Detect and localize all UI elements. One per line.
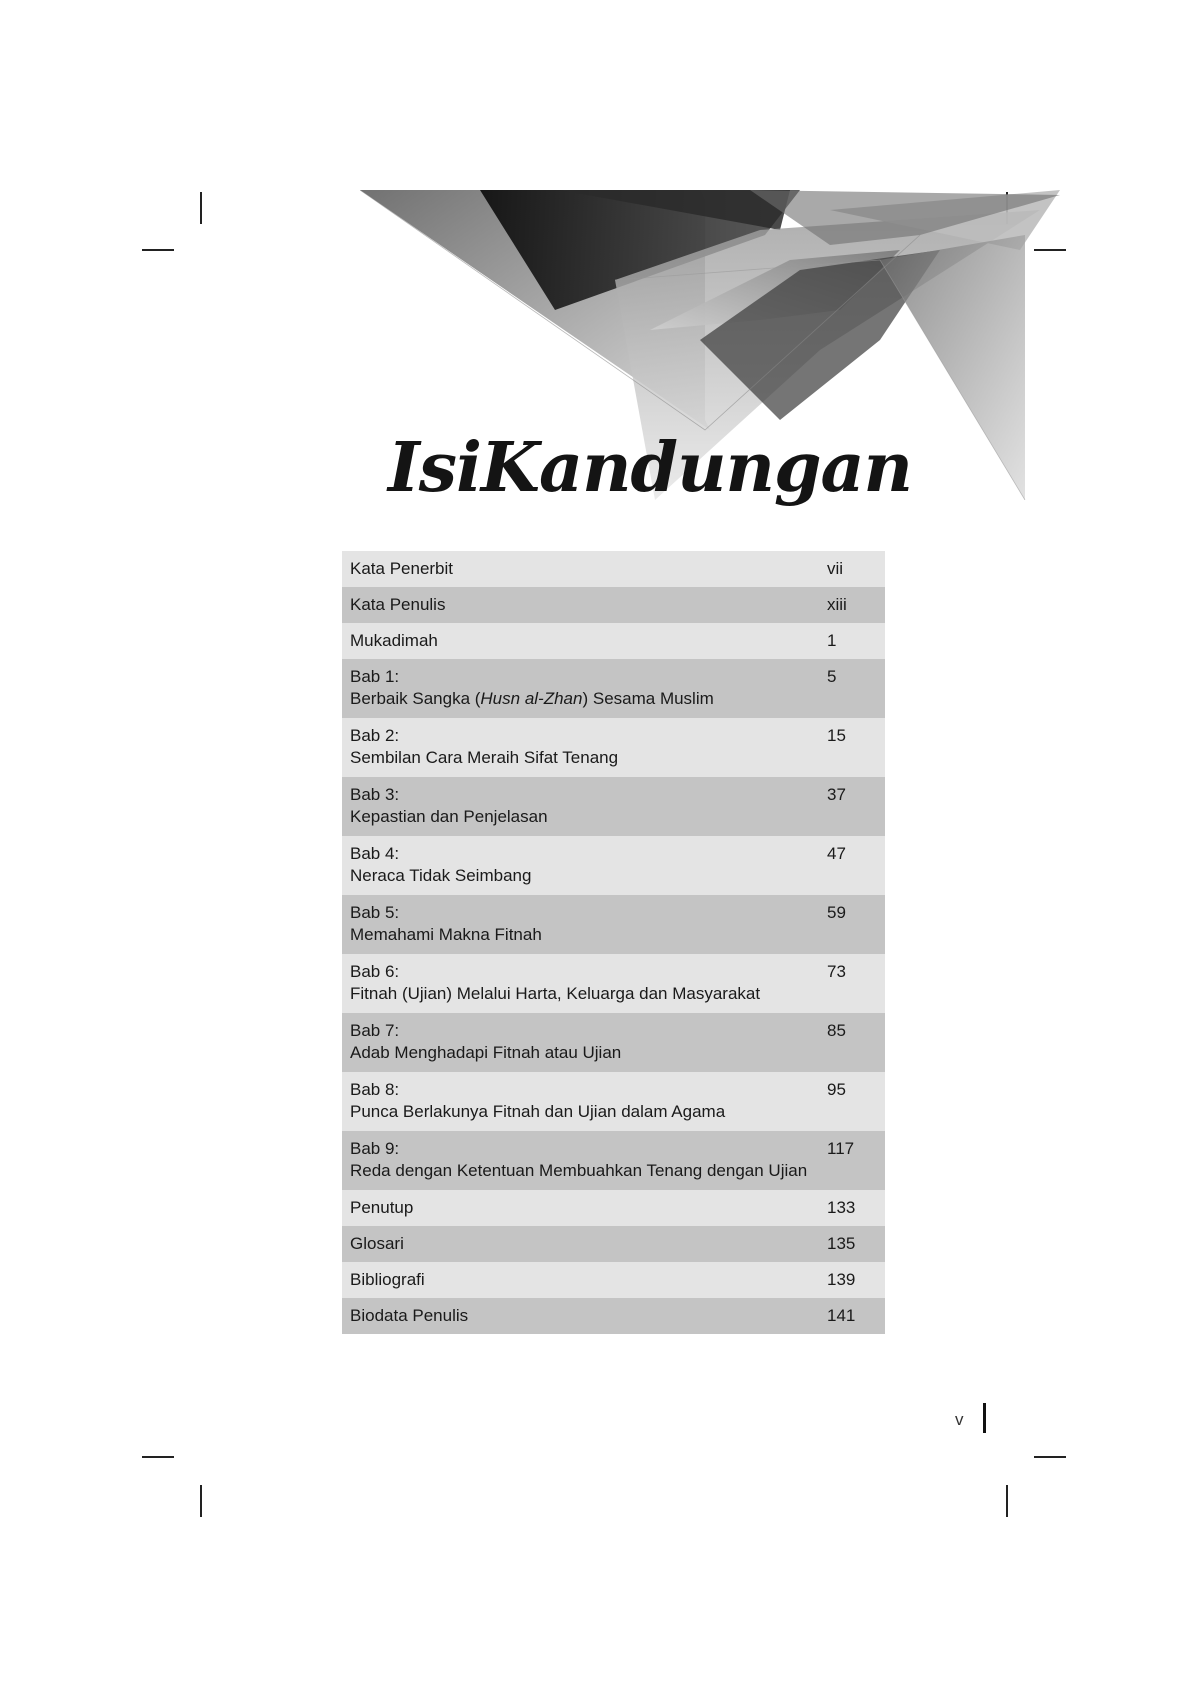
table-row bbox=[342, 777, 885, 836]
toc-entry-label: Kata Penulis bbox=[342, 587, 827, 623]
crop-mark bbox=[200, 192, 202, 224]
toc-chapter-number: Bab 4: bbox=[350, 844, 400, 863]
toc-entry-label bbox=[350, 688, 819, 710]
table-row bbox=[342, 1131, 885, 1190]
toc-chapter-number: Bab 6: bbox=[350, 962, 400, 981]
toc-entry bbox=[342, 1131, 827, 1190]
label-text: ) Sesama Muslim bbox=[582, 689, 714, 708]
toc-entry-label: Adab Menghadapi Fitnah atau Ujian bbox=[350, 1043, 622, 1062]
toc-page-number: vii bbox=[827, 551, 885, 587]
toc-entry-label: Mukadimah bbox=[342, 623, 827, 659]
toc-entry bbox=[342, 1013, 827, 1072]
page-title: IsiKandungan bbox=[388, 428, 912, 508]
table-row bbox=[342, 1072, 885, 1131]
toc-chapter-number: Bab 3: bbox=[350, 785, 400, 804]
toc-page-number: 37 bbox=[827, 777, 885, 836]
toc-page-number: 85 bbox=[827, 1013, 885, 1072]
table-row bbox=[342, 1262, 885, 1298]
table-row bbox=[342, 895, 885, 954]
table-row bbox=[342, 1298, 885, 1334]
crop-mark bbox=[1006, 1485, 1008, 1517]
toc-entry-label: Bibliografi bbox=[342, 1262, 827, 1298]
toc-page-number: 135 bbox=[827, 1226, 885, 1262]
toc-chapter-number: Bab 5: bbox=[350, 903, 400, 922]
crop-mark bbox=[142, 249, 174, 251]
table-row bbox=[342, 623, 885, 659]
toc-chapter-number: Bab 8: bbox=[350, 1080, 400, 1099]
toc-entry-label: Reda dengan Ketentuan Membuahkan Tenang dengan Ujian bbox=[350, 1161, 808, 1180]
toc-page-number: 1 bbox=[827, 623, 885, 659]
toc-entry-label: Memahami Makna Fitnah bbox=[350, 925, 542, 944]
crop-mark bbox=[200, 1485, 202, 1517]
toc-page-number: 95 bbox=[827, 1072, 885, 1131]
table-of-contents bbox=[342, 551, 885, 1334]
toc-page-number: 139 bbox=[827, 1262, 885, 1298]
table-row bbox=[342, 718, 885, 777]
toc-page-number: 117 bbox=[827, 1131, 885, 1190]
toc-chapter-number: Bab 2: bbox=[350, 726, 400, 745]
toc-entry-label: Punca Berlakunya Fitnah dan Ujian dalam Agama bbox=[350, 1102, 726, 1121]
toc-page-number: 15 bbox=[827, 718, 885, 777]
toc-entry-label: Biodata Penulis bbox=[342, 1298, 827, 1334]
toc-chapter-number: Bab 7: bbox=[350, 1021, 400, 1040]
page-number-bar bbox=[983, 1403, 986, 1433]
table-row bbox=[342, 1013, 885, 1072]
toc-page-number: xiii bbox=[827, 587, 885, 623]
crop-mark bbox=[1034, 1456, 1066, 1458]
toc-entry-label: Kata Penerbit bbox=[342, 551, 827, 587]
toc-entry bbox=[342, 718, 827, 777]
toc-entry bbox=[342, 895, 827, 954]
table-row bbox=[342, 954, 885, 1013]
label-italic-text: Husn al-Zhan bbox=[480, 689, 583, 708]
table-row bbox=[342, 1190, 885, 1226]
toc-entry-label: Neraca Tidak Seimbang bbox=[350, 866, 532, 885]
toc-entry bbox=[342, 954, 827, 1013]
toc-page-number: 47 bbox=[827, 836, 885, 895]
crop-mark bbox=[142, 1456, 174, 1458]
toc-entry bbox=[342, 1072, 827, 1131]
toc-page-number: 59 bbox=[827, 895, 885, 954]
toc-page-number: 141 bbox=[827, 1298, 885, 1334]
table-row bbox=[342, 551, 885, 587]
toc-entry bbox=[342, 777, 827, 836]
label-text: Berbaik Sangka ( bbox=[350, 689, 481, 708]
toc-page-number: 73 bbox=[827, 954, 885, 1013]
toc-entry bbox=[342, 836, 827, 895]
toc-entry-label: Glosari bbox=[342, 1226, 827, 1262]
toc-chapter-number: Bab 1: bbox=[350, 667, 400, 686]
toc-page-number: 5 bbox=[827, 659, 885, 718]
page-number: v bbox=[955, 1410, 964, 1429]
toc-chapter-number: Bab 9: bbox=[350, 1139, 400, 1158]
toc-entry-label: Kepastian dan Penjelasan bbox=[350, 807, 548, 826]
toc-page-number: 133 bbox=[827, 1190, 885, 1226]
table-row bbox=[342, 1226, 885, 1262]
table-row bbox=[342, 587, 885, 623]
toc-entry-label: Sembilan Cara Meraih Sifat Tenang bbox=[350, 748, 619, 767]
table-row bbox=[342, 836, 885, 895]
table-row bbox=[342, 659, 885, 718]
toc-entry bbox=[342, 659, 827, 718]
toc-entry-label: Penutup bbox=[342, 1190, 827, 1226]
toc-entry-label: Fitnah (Ujian) Melalui Harta, Keluarga dan Masyarakat bbox=[350, 984, 761, 1003]
